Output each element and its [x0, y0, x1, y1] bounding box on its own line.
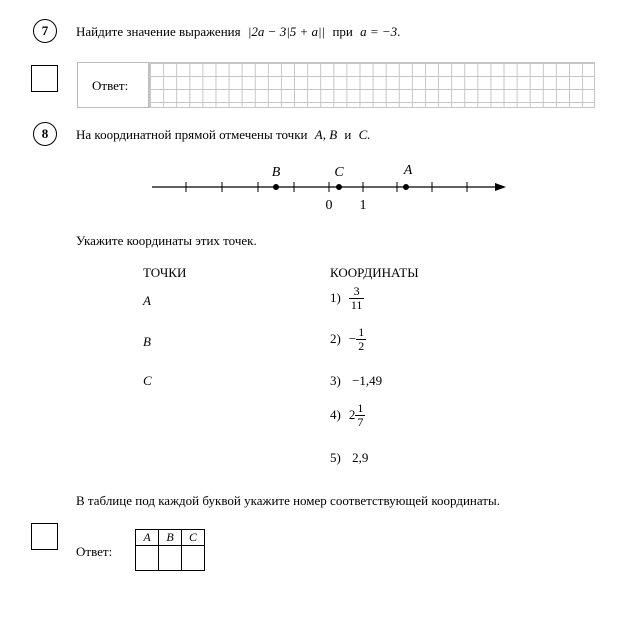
number-line-arrow	[495, 183, 506, 191]
question-7-condition: a = −3	[360, 24, 398, 39]
option-2-sign: −	[348, 331, 357, 347]
option-4	[330, 402, 365, 428]
option-3	[330, 373, 382, 389]
option-1-numerator: 3	[353, 284, 360, 298]
answer-cell-c[interactable]	[182, 546, 205, 571]
point-c-label: C	[334, 165, 344, 180]
option-5	[330, 450, 368, 466]
question-7-number-text: 7	[41, 23, 49, 38]
coordinate-number-line	[140, 160, 520, 216]
option-2-number: 2)	[330, 331, 341, 347]
point-a-dot	[403, 184, 409, 190]
answer-table-header-c: C	[182, 530, 205, 546]
answer-cell-a[interactable]	[136, 546, 159, 571]
question-7-period: .	[397, 24, 401, 39]
question-7-answer-label: Ответ:	[92, 78, 129, 93]
question-8-answer-table	[135, 529, 205, 571]
point-c-dot	[336, 184, 342, 190]
point-b-label: B	[271, 165, 281, 180]
question-8-intro-and: и	[344, 127, 352, 142]
answer-table-header-a: A	[136, 530, 159, 546]
column-header-points: ТОЧКИ	[143, 265, 187, 280]
option-2	[330, 326, 366, 352]
tick-label-one: 1	[359, 198, 367, 213]
question-8-number-text: 8	[41, 126, 49, 141]
option-1-denominator: 11	[350, 297, 363, 312]
question-8-intro	[76, 127, 371, 143]
question-7-prompt: Найдите значение выражения	[76, 24, 241, 39]
question-7-answer-label-panel	[77, 62, 149, 108]
point-row-b: B	[143, 334, 151, 349]
option-5-number: 5)	[330, 450, 341, 465]
question-7-expression: |2a − 3|5 + a||	[247, 24, 326, 39]
question-8-intro-points: A, B	[314, 127, 338, 142]
point-row-a: A	[143, 293, 151, 308]
question-8-intro-last: C.	[358, 127, 371, 142]
answer-table-header-b: B	[159, 530, 182, 546]
option-3-value: −1,49	[352, 373, 383, 388]
question-7-number	[33, 19, 57, 43]
option-4-whole: 2	[348, 407, 356, 423]
option-2-numerator: 1	[358, 325, 365, 339]
column-header-coordinates: КООРДИНАТЫ	[330, 265, 419, 280]
option-2-denominator: 2	[358, 338, 365, 353]
option-1-number: 1)	[330, 290, 341, 306]
question-8-intro-text: На координатной прямой отмечены точки	[76, 127, 308, 142]
question-7-condition-word: при	[332, 24, 353, 39]
option-1	[330, 285, 364, 311]
option-3-number: 3)	[330, 373, 341, 388]
option-4-number: 4)	[330, 407, 341, 423]
option-4-fraction	[355, 402, 365, 428]
option-4-denominator: 7	[357, 414, 364, 429]
table-instruction: В таблице под каждой буквой укажите номер соответствующей координаты.	[76, 493, 500, 508]
question-8-answer-label: Ответ:	[76, 544, 113, 559]
question-8-answer-checkbox[interactable]	[31, 523, 58, 550]
point-row-c: C	[143, 373, 152, 388]
question-7-answer-grid[interactable]	[149, 62, 595, 108]
question-7-text	[76, 24, 400, 40]
point-a-label: A	[403, 163, 413, 178]
question-8-instruction: Укажите координаты этих точек.	[76, 233, 257, 248]
point-b-dot	[273, 184, 279, 190]
answer-cell-b[interactable]	[159, 546, 182, 571]
option-1-fraction	[349, 285, 365, 311]
tick-label-zero: 0	[325, 198, 333, 213]
question-8-number	[33, 122, 57, 146]
option-2-fraction	[356, 326, 366, 352]
question-7-answer-checkbox[interactable]	[31, 65, 58, 92]
option-4-numerator: 1	[357, 401, 364, 415]
option-5-value: 2,9	[352, 450, 369, 465]
